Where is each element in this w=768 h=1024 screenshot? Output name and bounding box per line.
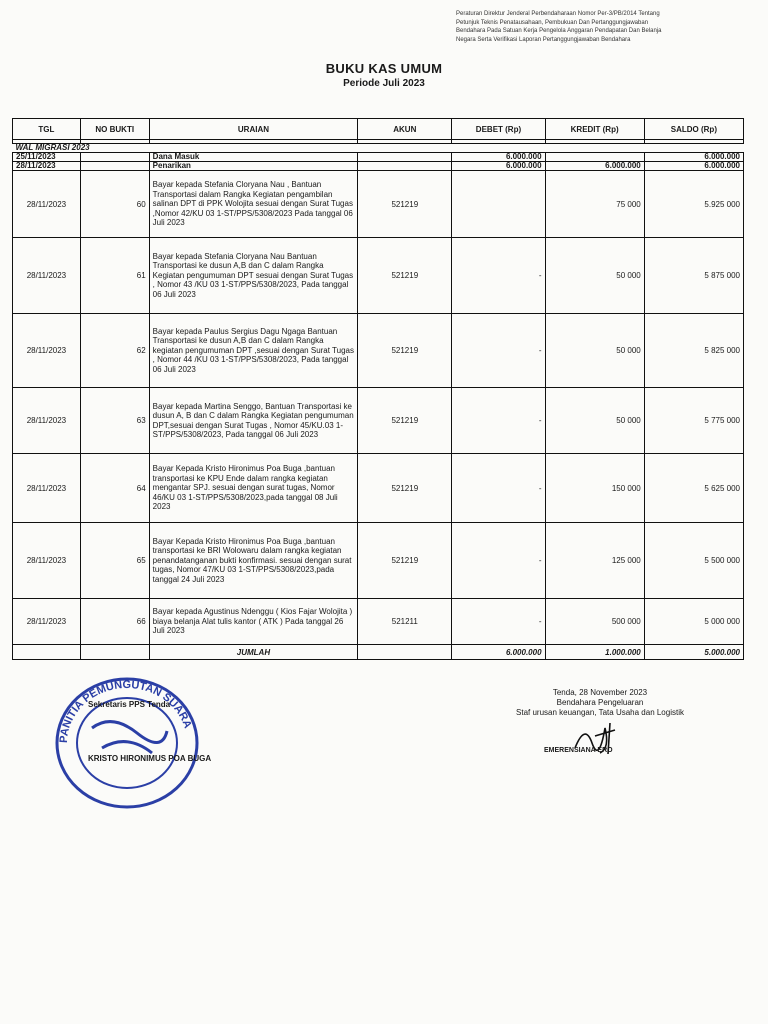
cell-uraian: Bayar kepada Martina Senggo, Bantuan Transportasi ke dusun A, B dan C dalam Rangka Kegiatan pengumuman DPT,sesuai dengan Surat Tugas , Nomor 45/KU.03 1-ST/PPS/5308/2023, Pada tanggal 06 Juli 2023 <box>149 388 358 454</box>
penarikan-row <box>13 162 744 171</box>
cell-saldo: 5 875 000 <box>644 238 743 314</box>
cell-no <box>80 162 149 171</box>
cell-tgl: 28/11/2023 <box>13 454 81 523</box>
cell-saldo: 5 775 000 <box>644 388 743 454</box>
header-debet: DEBET (Rp) <box>452 119 545 140</box>
cell-uraian: Penarikan <box>149 162 358 171</box>
cell-debet: - <box>452 599 545 645</box>
cell-uraian: Bayar kepada Stefania Cloryana Nau , Bantuan Transportasi dalam Rangka Kegiatan pengambilan salinan DPT di PPK Wolojita sesuai dengan Surat Tugas ,Nomor 42/KU 03 1-ST/PPS/5308/2023 Pada tanggal 06 Juli 2023 <box>149 171 358 238</box>
signature-position: Staf urusan keuangan, Tata Usaha dan Logistik <box>516 708 684 717</box>
regulation-line: Petunjuk Teknis Penatausahaan, Pembukuan Dan Pertanggungjawaban <box>456 19 649 26</box>
table-row <box>13 238 744 314</box>
document-title: BUKU KAS UMUM <box>325 61 443 76</box>
cell-uraian: Bayar kepada Agustinus Ndenggu ( Kios Fajar Wolojita ) biaya belanja Alat tulis kantor ( ATK ) Pada tanggal 26 Juli 2023 <box>149 599 358 645</box>
stamp-ring-text: PANITIA PEMUNGUTAN SUARA <box>57 678 194 744</box>
cell-uraian: Dana Masuk <box>149 153 358 162</box>
cash-book-table <box>12 118 744 660</box>
cell-tgl: 28/11/2023 <box>13 388 81 454</box>
cell-no <box>80 153 149 162</box>
signature-block <box>470 688 730 718</box>
cell-debet: - <box>452 454 545 523</box>
regulation-line: Negara Serta Verifikasi Laporan Pertanggungjawaban Bendahara <box>456 36 631 43</box>
cell-kredit: 150 000 <box>545 454 644 523</box>
cell-akun <box>358 153 452 162</box>
header-akun: AKUN <box>358 119 452 140</box>
cell-debet: 6.000.000 <box>452 162 545 171</box>
total-debet: 6.000.000 <box>452 645 545 660</box>
header-uraian: URAIAN <box>149 119 358 140</box>
table-header-row <box>13 119 744 140</box>
table-row <box>13 171 744 238</box>
cell-no: 62 <box>80 314 149 388</box>
cell-no: 64 <box>80 454 149 523</box>
cell-kredit: 50 000 <box>545 314 644 388</box>
cell-saldo: 6.000.000 <box>644 162 743 171</box>
cell-tgl: 25/11/2023 <box>13 153 81 162</box>
regulation-line: Bendahara Pada Satuan Kerja Pengelola Anggaran Pendapatan Dan Belanja <box>456 28 662 34</box>
signature-place-date: Tenda, 28 November 2023 <box>552 688 648 697</box>
cell-debet <box>452 171 545 238</box>
header-kredit: KREDIT (Rp) <box>545 119 644 140</box>
document-period: Periode Juli 2023 <box>343 78 425 89</box>
cell-no: 60 <box>80 171 149 238</box>
cell-tgl: 28/11/2023 <box>13 171 81 238</box>
cell-uraian: Bayar Kepada Kristo Hironimus Poa Buga ,bantuan transportasi ke KPU Ende dalam rangka kegiatan mengantar SPJ. sesuai dengan surat tugas, Nomor 46/KU 03 1-ST/PPS/5308/2023,pada tanggal 08 Juli 2023 <box>149 454 358 523</box>
regulation-line: Peraturan Direktur Jenderal Perbendaharaan Nomor Per-3/PB/2014 Tentang <box>456 11 660 17</box>
cell-akun <box>358 645 452 660</box>
cell-akun: 521219 <box>358 388 452 454</box>
cell-no: 63 <box>80 388 149 454</box>
cell-akun: 521219 <box>358 171 452 238</box>
total-row <box>13 645 744 660</box>
cell-tgl: 28/11/2023 <box>13 238 81 314</box>
cell-debet: - <box>452 314 545 388</box>
cell-tgl: 28/11/2023 <box>13 314 81 388</box>
cell-uraian: Bayar Kepada Kristo Hironimus Poa Buga ,bantuan transportasi ke BRI Wolowaru dalam rangka kegiatan penandatanganan bukti konfirmasi. sesuai dengan surat tugas, Nomor 47/KU 03 1-ST/PPS/5308/2023,pada tanggal 24 Juli 2023 <box>149 523 358 599</box>
cell-saldo: 5 500 000 <box>644 523 743 599</box>
table-row <box>13 388 744 454</box>
regulation-reference <box>456 10 756 44</box>
dana-masuk-row <box>13 153 744 162</box>
cell-debet: 6.000.000 <box>452 153 545 162</box>
cell-saldo: 6.000.000 <box>644 153 743 162</box>
cell-debet: - <box>452 523 545 599</box>
cell-debet: - <box>452 388 545 454</box>
header-no-bukti: NO BUKTI <box>80 119 149 140</box>
cell-no: 65 <box>80 523 149 599</box>
cell-tgl: 28/11/2023 <box>13 162 81 171</box>
stamp-signer-role: Sekretaris PPS Tenda <box>88 700 171 709</box>
cell-akun: 521219 <box>358 314 452 388</box>
total-kredit: 1.000.000 <box>545 645 644 660</box>
total-saldo: 5.000.000 <box>644 645 743 660</box>
table-row <box>13 314 744 388</box>
cell-no: 66 <box>80 599 149 645</box>
header-tgl: TGL <box>13 119 81 140</box>
cell-akun: 521219 <box>358 454 452 523</box>
cell-saldo: 5.925 000 <box>644 171 743 238</box>
signature-role: Bendahara Pengeluaran <box>556 698 644 707</box>
stamp-signer-name: KRISTO HIRONIMUS POA BUGA <box>88 754 212 763</box>
cell-kredit: 75 000 <box>545 171 644 238</box>
cell-debet: - <box>452 238 545 314</box>
cell-akun <box>358 162 452 171</box>
header-saldo: SALDO (Rp) <box>644 119 743 140</box>
cell-uraian: Bayar kepada Stefania Cloryana Nau Bantuan Transportasi ke dusun A,B dan C dalam Rangka Kegiatan pengumuman DPT sesuai dengan Surat Tugas , Nomor 43 /KU 03 1-ST/PPS/5308/2023, Pada tanggal 06 Juli 2023 <box>149 238 358 314</box>
cell-kredit: 50 000 <box>545 238 644 314</box>
cell-tgl: 28/11/2023 <box>13 599 81 645</box>
cell-saldo: 5 825 000 <box>644 314 743 388</box>
cell-akun: 521219 <box>358 238 452 314</box>
table-row <box>13 523 744 599</box>
cell-no <box>80 645 149 660</box>
awal-migrasi-label: WAL MIGRASI 2023 <box>13 144 744 153</box>
cell-kredit: 50 000 <box>545 388 644 454</box>
cell-akun: 521211 <box>358 599 452 645</box>
cell-akun: 521219 <box>358 523 452 599</box>
cell-tgl <box>13 645 81 660</box>
cell-kredit: 125 000 <box>545 523 644 599</box>
cell-kredit: 6.000.000 <box>545 162 644 171</box>
cell-uraian: Bayar kepada Paulus Sergius Dagu Ngaga Bantuan Transportasi ke dusun A,B dan C dalam Rangka kegiatan pengumuman DPT ,sesuai dengan Surat Tugas , Nomor 44 /KU 03 1-ST/PPS/5308/2023, Pada tanggal 06 Juli 2023 <box>149 314 358 388</box>
signature-name: EMERENSIANA ERO <box>544 747 613 754</box>
cell-tgl: 28/11/2023 <box>13 523 81 599</box>
cell-saldo: 5 000 000 <box>644 599 743 645</box>
official-stamp <box>42 673 212 813</box>
table-row <box>13 454 744 523</box>
cell-kredit <box>545 153 644 162</box>
cell-no: 61 <box>80 238 149 314</box>
table-row <box>13 599 744 645</box>
cell-saldo: 5 625 000 <box>644 454 743 523</box>
total-label: JUMLAH <box>149 645 358 660</box>
cell-kredit: 500 000 <box>545 599 644 645</box>
awal-migrasi-row <box>13 144 744 153</box>
